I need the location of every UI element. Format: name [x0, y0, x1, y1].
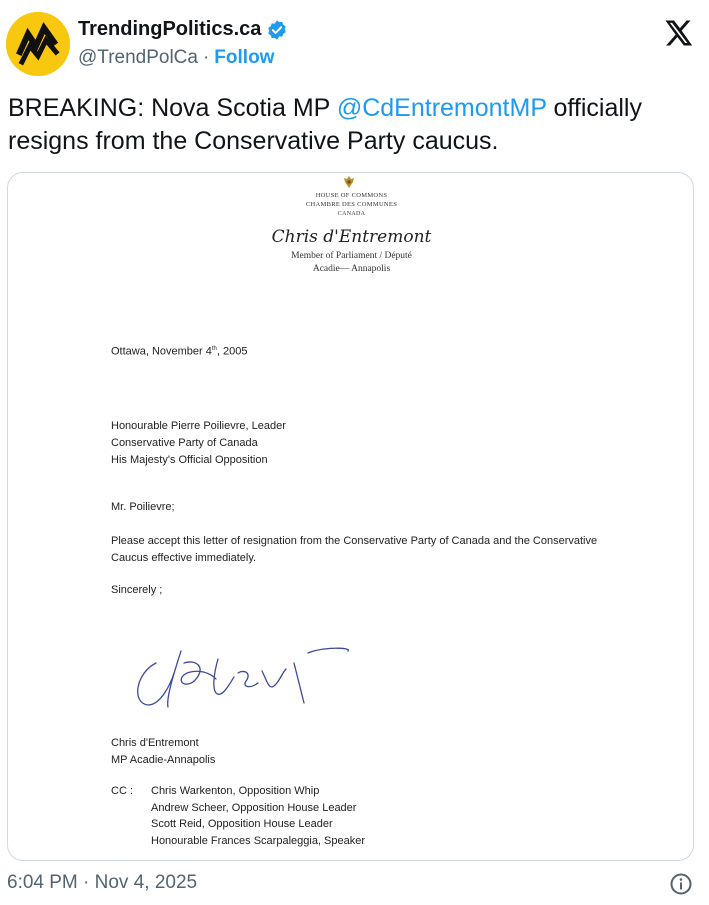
trendingpolitics-logo-icon	[6, 12, 70, 76]
separator-dot: ·	[202, 47, 210, 68]
tweet-media-image[interactable]	[7, 172, 694, 861]
cc-recipient: Honourable Frances Scarpaleggia, Speaker	[151, 834, 366, 847]
letter-salutation: Mr. Poilievre;	[111, 501, 175, 513]
follow-button[interactable]: Follow	[214, 47, 275, 68]
crest-icon	[342, 175, 356, 189]
letter-closing: Sincerely ;	[111, 584, 163, 596]
handwritten-signature	[126, 633, 356, 713]
signatory	[111, 735, 215, 769]
letterhead-country: CANADA	[337, 211, 366, 217]
letterhead-house: HOUSE OF COMMONS	[315, 192, 388, 199]
letterhead-riding: Acadie— Annapolis	[312, 264, 391, 274]
resignation-letter	[8, 173, 694, 861]
cc-recipient: Scott Reid, Opposition House Leader	[151, 818, 333, 830]
letter-date-year: , 2005	[216, 345, 248, 358]
tweet-text-rest: officially resigns from the Conservative Party caucus.	[8, 94, 642, 155]
verified-badge-icon	[266, 19, 288, 41]
tweet-text	[8, 92, 698, 158]
tweet-text-intro: BREAKING: Nova Scotia MP	[8, 94, 337, 122]
signatory-title: MP Acadie-Annapolis	[111, 754, 216, 766]
cc-list	[151, 783, 365, 849]
cc-recipient: Chris Warkenton, Opposition Whip	[151, 785, 320, 797]
x-logo-icon[interactable]	[663, 18, 693, 48]
address-line: His Majesty's Official Opposition	[111, 454, 268, 466]
avatar[interactable]	[6, 12, 70, 76]
address-line: Conservative Party of Canada	[111, 437, 258, 449]
mention-link[interactable]: @CdEntremontMP	[336, 94, 547, 122]
display-name[interactable]: TrendingPolitics.ca	[78, 18, 262, 40]
info-icon[interactable]	[669, 872, 693, 896]
letterhead-role: Member of Parliament / Député	[291, 251, 412, 261]
tweet-header	[6, 12, 703, 78]
letter-date	[111, 341, 247, 361]
handle[interactable]: @TrendPolCa	[78, 47, 198, 68]
name-row	[78, 18, 288, 41]
letter-date-sup: th	[211, 346, 217, 352]
cc-label: CC :	[111, 785, 133, 797]
handle-row	[78, 47, 274, 69]
cc-recipient: Andrew Scheer, Opposition House Leader	[151, 801, 357, 814]
letter-date-main: Ottawa, November 4	[111, 345, 212, 358]
address-line: Honourable Pierre Poilievre, Leader	[111, 420, 286, 432]
letterhead-name: Chris d'Entremont	[271, 227, 432, 247]
signatory-name: Chris d'Entremont	[111, 737, 199, 749]
tweet-timestamp[interactable]: 6:04 PM · Nov 4, 2025	[7, 872, 198, 893]
letter-address	[111, 418, 286, 469]
letterhead-chambre: CHAMBRE DES COMMUNES	[305, 201, 398, 208]
letter-body: Please accept this letter of resignation from the Conservative Party of Canada and the Conservative Caucus effective immediately.	[111, 535, 598, 564]
